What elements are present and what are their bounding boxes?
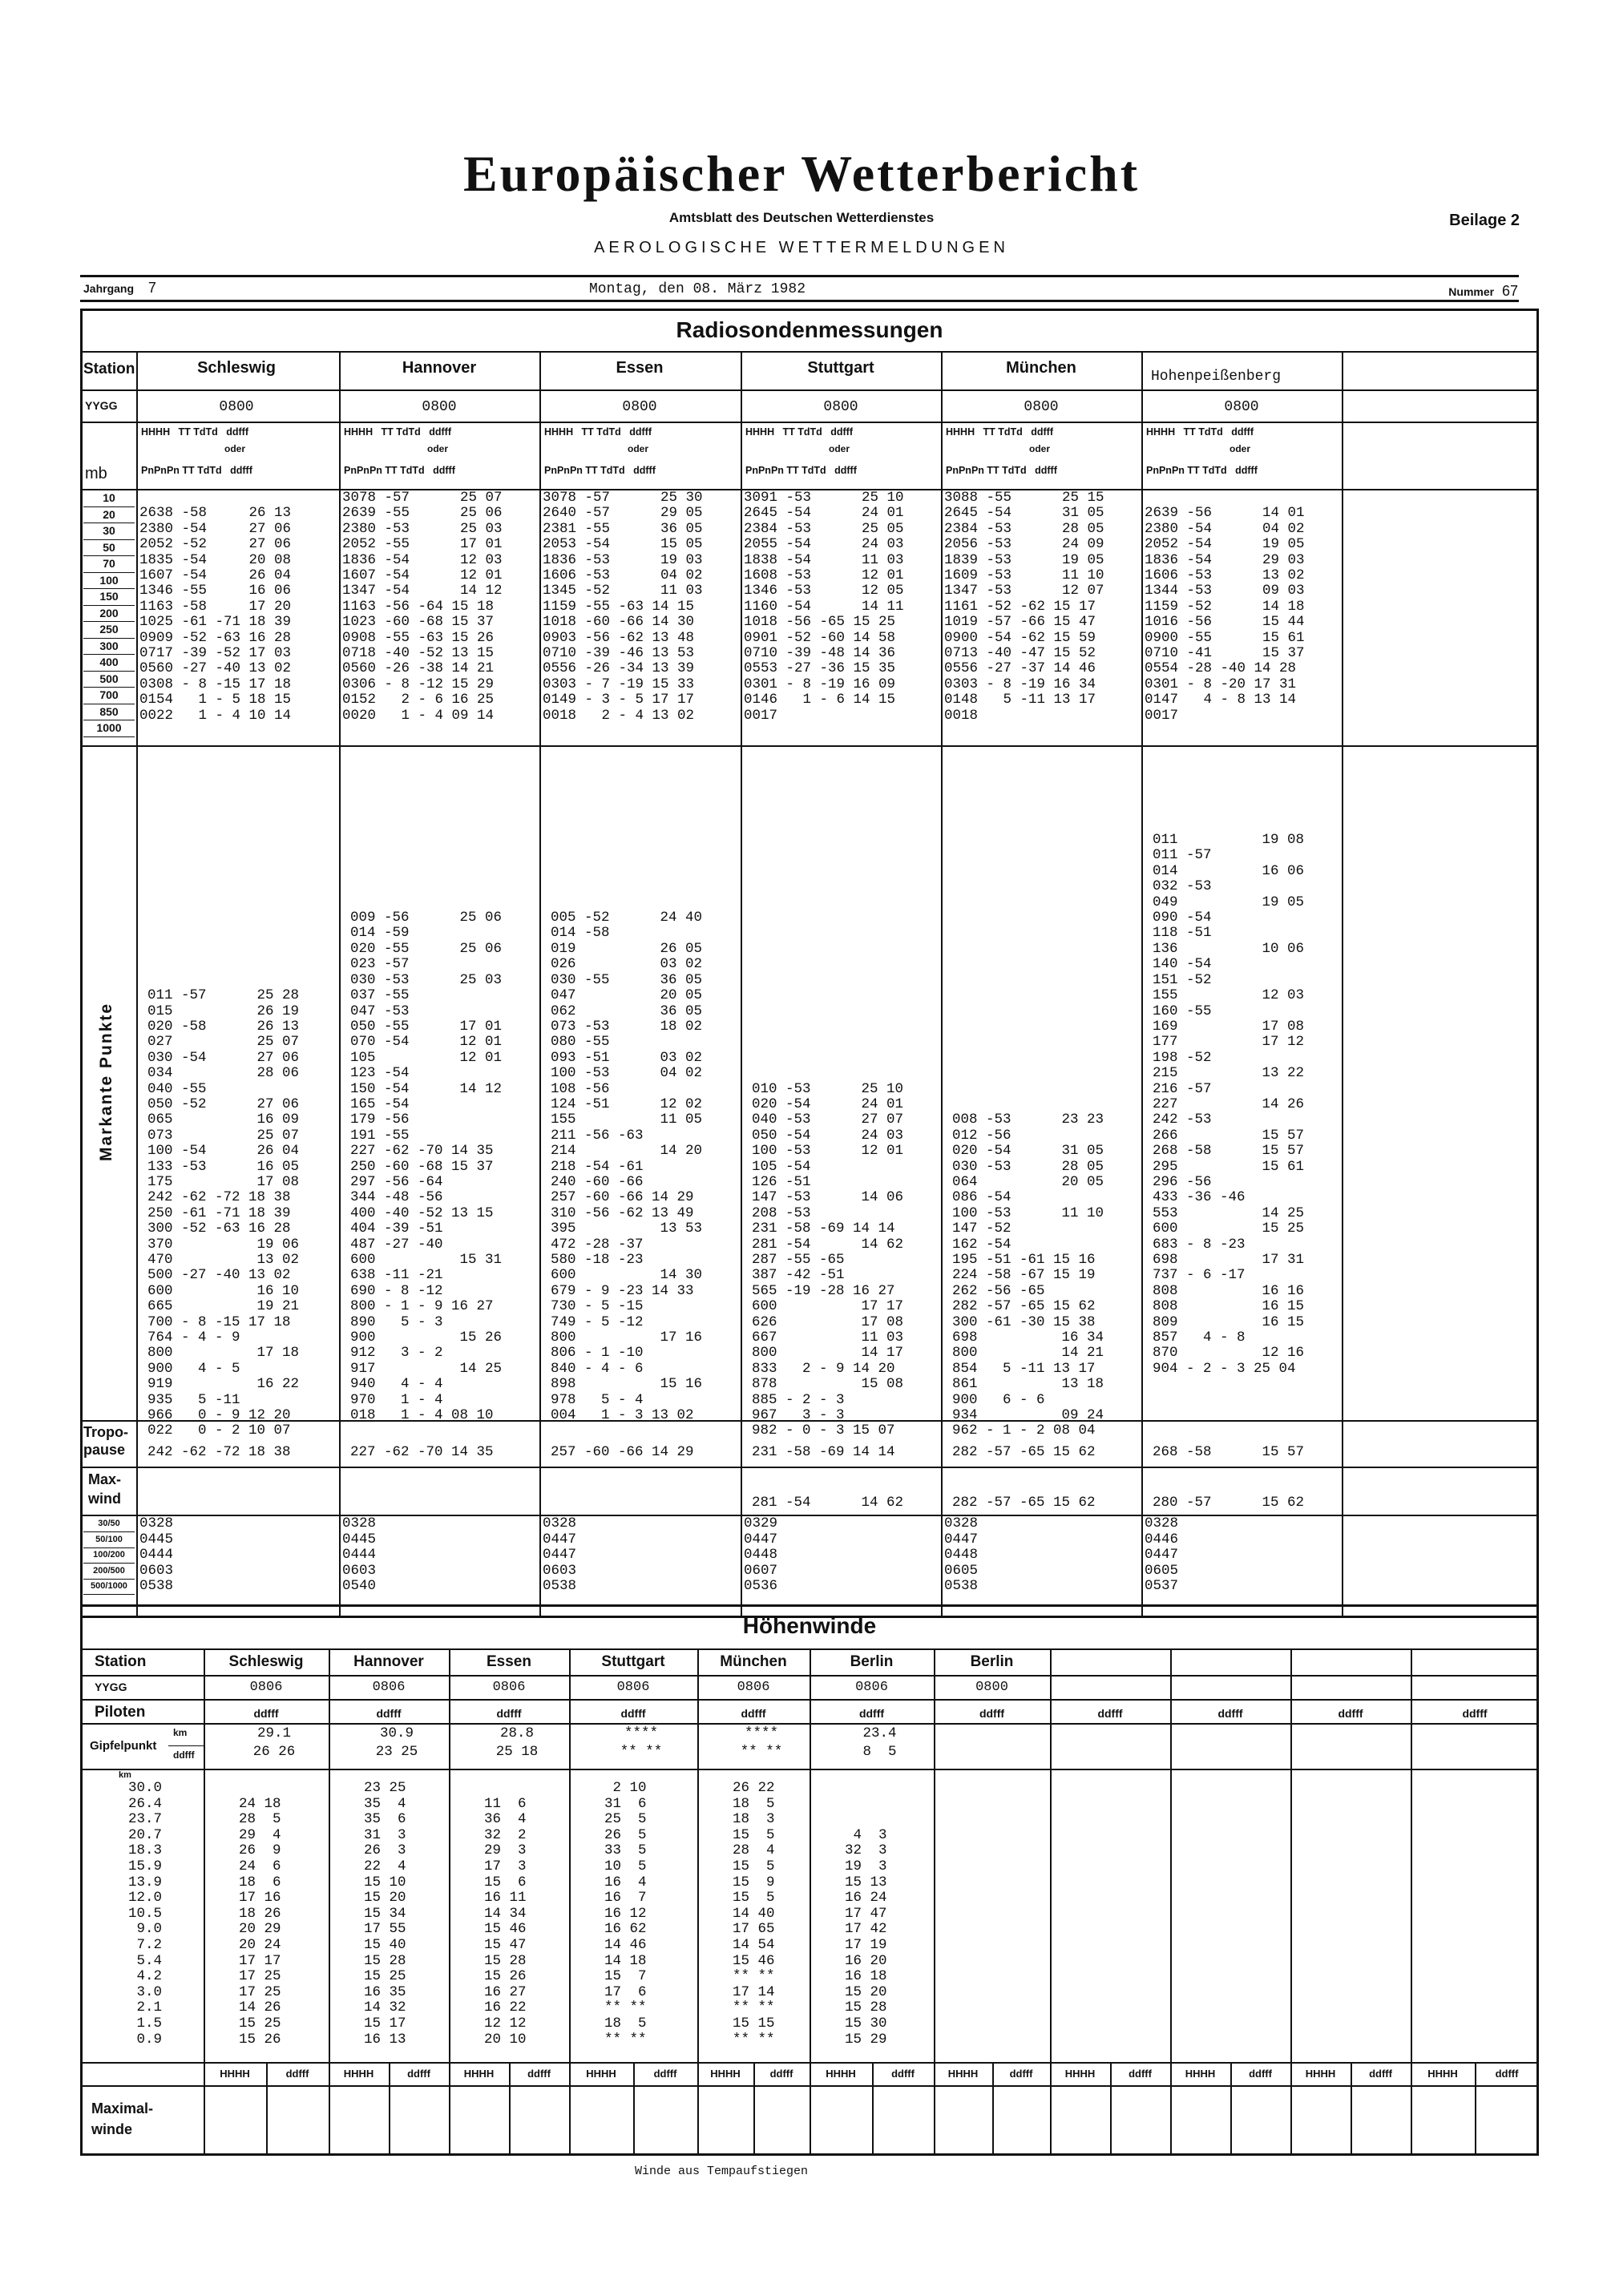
pressure-level: 500 — [83, 672, 135, 688]
piloten-ddfff: ddfff — [741, 1707, 766, 1720]
marked-points: 010 -53 25 10 020 -54 24 01 040 -53 27 07 050 -54 24 03 100 -53 12 01 105 -54 126 -51 147 -53 14 06 208 -53 231 -58 -69 14 14 281 -54 14 62 287 -55 -65 387 -42 -51 565 -19 -28 16 27 600 17 17 626 17 08 667 11 03 800 14 17 833 2 - 9 14 20 878 15 08 885 - 2 - 3 967 3 - 3 982 - 0 - 3 15 07 — [752, 1080, 904, 1439]
maxwind-head-ddfff: ddfff — [1249, 2068, 1272, 2080]
piloten-ddfff: ddfff — [253, 1707, 279, 1720]
wind-values: 26 22 18 5 18 3 15 5 28 4 15 5 15 9 15 5 14 40 17 65 14 54 15 46 ** ** 17 14 ** ** 15 15 ** ** — [733, 1780, 775, 2048]
col-divider-2 — [539, 351, 541, 1618]
winds-yygg-label: YYGG — [95, 1681, 127, 1693]
station-yygg: 0800 — [823, 399, 858, 415]
station-yygg: 0800 — [1024, 399, 1059, 415]
nummer-value: 67 — [1501, 283, 1518, 299]
col-divider-4 — [941, 351, 943, 1618]
tropopause-value: 282 -57 -65 15 62 — [952, 1444, 1096, 1460]
gipfel-km: 29.1 — [256, 1725, 291, 1741]
winds-station-label: Station — [95, 1653, 147, 1670]
gipfel-km-label: km — [173, 1727, 188, 1738]
tropopause-value: 257 -60 -66 14 29 — [551, 1444, 694, 1460]
winds-col-divider — [697, 1648, 699, 2156]
col-header-top: HHHH TT TdTd ddfff — [344, 426, 451, 438]
thickness-level: 100/200 — [83, 1548, 135, 1564]
gipfel-ddfff: ** ** — [740, 1744, 783, 1760]
gipfel-label: Gipfelpunkt — [90, 1739, 157, 1753]
wind-station-name: Berlin — [850, 1653, 894, 1670]
pressure-level: 70 — [83, 556, 135, 573]
col-header-bot: PnPnPn TT TdTd ddfff — [344, 465, 455, 476]
piloten-ddfff: ddfff — [1338, 1707, 1363, 1720]
thickness-values: 0328 0447 0447 0603 0538 — [543, 1515, 577, 1594]
col-divider-1 — [339, 351, 341, 1618]
pressure-level: 400 — [83, 655, 135, 672]
wind-station-yygg: 0806 — [372, 1680, 406, 1695]
station-yygg: 0800 — [622, 399, 657, 415]
marked-points: 008 -53 23 23 012 -56 020 -54 31 05 030 -53 28 05 064 20 05 086 -54 100 -53 11 10 147 -52 162 -54 195 -51 -61 15 16 224 -58 -67 15 19 262 -56 -65 282 -57 -65 15 62 300 -61 -30 15 38 698 16 34 800 14 21 854 5 -11 13 17 861 13 18 900 6 - 6 934 09 24 962 - 1 - 2 08 04 — [952, 1112, 1104, 1439]
maxwind-head-hhhh: HHHH — [1305, 2068, 1336, 2080]
winds-col-divider — [449, 1648, 450, 2156]
maxwind-head-hhhh: HHHH — [463, 2068, 495, 2080]
station-name: München — [1006, 359, 1076, 377]
thickness-level: 50/100 — [83, 1533, 135, 1548]
wind-values: 23 25 35 4 35 6 31 3 26 3 22 4 15 10 15 20 15 34 17 55 15 40 15 28 15 25 16 35 14 32 15 17 16 13 — [364, 1780, 406, 2048]
standard-levels: 2638 -58 26 13 2380 -54 27 06 2052 -52 27 06 1835 -54 20 08 1607 -54 26 04 1346 -55 16 06 1163 -58 17 20 1025 -61 -71 18 39 0909 -52 -63 16 28 0717 -39 -52 17 03 0560 -27 -40 13 02 0308 - 8 -15 17 18 0154 1 - 5 18 15 0022 1 - 4 10 14 — [139, 505, 292, 724]
publisher-subtitle: Amtsblatt des Deutschen Wetterdienstes — [668, 210, 935, 225]
standard-levels: 2639 -56 14 01 2380 -54 04 02 2052 -54 19 05 1836 -54 29 03 1606 -53 13 02 1344 -53 09 03 1159 -52 14 18 1016 -56 15 44 0900 -55 15 61 0710 -41 15 37 0554 -28 -40 14 28 0301 - 8 -20 17 31 0147 4 - 8 13 14 0017 — [1145, 505, 1305, 724]
pressure-level: 50 — [83, 540, 135, 557]
thickness-level: 30/50 — [83, 1517, 135, 1532]
maxwind-head-hhhh: HHHH — [826, 2068, 856, 2080]
marked-points-label: Markante Punkte — [97, 1002, 115, 1162]
tropopause-value: 268 -58 15 57 — [1153, 1444, 1305, 1460]
maxwind-head-ddfff: ddfff — [653, 2068, 677, 2080]
maxwind-head-hhhh: HHHH — [947, 2068, 979, 2080]
gipfel-ddfff: 26 26 — [252, 1744, 296, 1760]
section-title: AEROLOGISCHE WETTERMELDUNGEN — [594, 239, 1009, 256]
col-header-bot: PnPnPn TT TdTd ddfff — [1146, 465, 1258, 476]
winds-col-divider — [1050, 1648, 1052, 2156]
pressure-level: 10 — [83, 490, 135, 507]
winds-col-divider — [329, 1648, 330, 2156]
wind-station-name: Stuttgart — [601, 1653, 665, 1670]
col-header-bot: PnPnPn TT TdTd ddfff — [544, 465, 656, 476]
station-name: Essen — [616, 359, 664, 377]
maxwind-head-hhhh: HHHH — [586, 2068, 616, 2080]
gipfel-ddfff: 8 5 — [862, 1744, 897, 1760]
col-header-top: HHHH TT TdTd ddfff — [544, 426, 652, 438]
maxwind-value: 281 -54 14 62 — [752, 1495, 904, 1511]
pressure-level: 250 — [83, 622, 135, 639]
pressure-level: 20 — [83, 507, 135, 524]
winds-col-divider — [810, 1648, 811, 2156]
gipfel-split-rule — [168, 1745, 204, 1746]
wind-values: 11 6 36 4 32 2 29 3 17 3 15 6 16 11 14 34 15 46 15 47 15 28 15 26 16 27 16 22 12 12 20 10 — [484, 1795, 527, 2048]
marked-points: 005 -52 24 40 014 -58 019 26 05 026 03 02 030 -55 36 05 047 20 05 062 36 05 073 -53 18 02 080 -55 093 -51 03 02 100 -53 04 02 108 -56 124 -51 12 02 155 11 05 211 -56 -63 214 14 20 218 -54 -61 240 -60 -66 257 -60 -66 14 29 310 -56 -62 13 49 395 13 53 472 -28 -37 580 -18 -23 600 14 30 679 - 9 -23 14 33 730 - 5 -15 749 - 5 -12 800 17 16 806 - 1 -10 840 - 4 - 6 898 15 16 978 5 - 4 004 1 - 3 13 02 — [551, 910, 703, 1424]
col-header-mid: oder — [427, 443, 449, 454]
col-header-mid: oder — [1029, 443, 1051, 454]
pressure-level: 200 — [83, 606, 135, 623]
tropopause-value: 242 -62 -72 18 38 — [147, 1444, 291, 1460]
wind-station-name: Schleswig — [228, 1653, 304, 1670]
winds-piloten-label: Piloten — [95, 1704, 146, 1721]
piloten-ddfff: ddfff — [496, 1707, 522, 1720]
thickness-values: 0328 0446 0447 0605 0537 — [1145, 1515, 1179, 1594]
maxwind-head-ddfff: ddfff — [407, 2068, 430, 2080]
gipfel-km: 30.9 — [379, 1725, 414, 1741]
col-header-bot: PnPnPn TT TdTd ddfff — [141, 465, 252, 476]
col-divider-0 — [136, 351, 138, 1618]
title-rule — [80, 351, 1539, 353]
standard-levels: 3078 -57 25 07 2639 -55 25 06 2380 -53 25 03 2052 -55 17 01 1836 -54 12 03 1607 -54 12 01 1347 -54 14 12 1163 -56 -64 15 18 1023 -60 -68 15 37 0908 -55 -63 15 26 0718 -40 -52 13 15 0560 -26 -38 14 21 0306 - 8 -12 15 29 0152 2 - 6 16 25 0020 1 - 4 09 14 — [342, 490, 503, 724]
pressure-level: 100 — [83, 573, 135, 590]
piloten-ddfff: ddfff — [1462, 1707, 1488, 1720]
wind-values: 24 18 28 5 29 4 26 9 24 6 18 6 17 16 18 26 20 29 20 24 17 17 17 25 17 25 14 26 15 25 15 26 — [239, 1795, 281, 2048]
maxwind-head-ddfff: ddfff — [1129, 2068, 1152, 2080]
maxwind-head-ddfff: ddfff — [527, 2068, 551, 2080]
station-label: Station — [83, 361, 135, 377]
wind-station-yygg: 0806 — [737, 1680, 770, 1695]
yygg-label: YYGG — [85, 399, 118, 412]
standard-levels: 3091 -53 25 10 2645 -54 24 01 2384 -53 25 05 2055 -54 24 03 1838 -54 11 03 1608 -53 12 01 1346 -53 12 05 1160 -54 14 11 1018 -56 -65 15 25 0901 -52 -60 14 58 0710 -39 -48 14 36 0553 -27 -36 15 35 0301 - 8 -19 16 09 0146 1 - 6 14 15 0017 — [744, 490, 904, 724]
maxwind-row-rule — [80, 1515, 1539, 1516]
station-name: Stuttgart — [807, 359, 874, 377]
wind-station-yygg: 0800 — [975, 1680, 1008, 1695]
maxwind-head-ddfff: ddfff — [1009, 2068, 1033, 2080]
tropo-row-rule — [80, 1467, 1539, 1468]
jahrgang-label: Jahrgang — [83, 282, 135, 295]
nummer — [1448, 283, 1518, 300]
thickness-values: 0328 0445 0444 0603 0538 — [139, 1515, 174, 1594]
winds-col-divider — [1290, 1648, 1292, 2156]
tropopause-value: 227 -62 -70 14 35 — [350, 1444, 494, 1460]
pressure-level: 30 — [83, 523, 135, 540]
thickness-level: 200/500 — [83, 1564, 135, 1580]
standard-levels: 3078 -57 25 30 2640 -57 29 05 2381 -55 36 05 2053 -54 15 05 1836 -53 19 03 1606 -53 04 02 1345 -52 11 03 1159 -55 -63 14 15 1018 -60 -66 14 30 0903 -56 -62 13 48 0710 -39 -46 13 53 0556 -26 -34 13 39 0303 - 7 -19 15 33 0149 - 3 - 5 17 17 0018 2 - 4 13 02 — [543, 490, 703, 724]
pressure-level: 1000 — [83, 720, 135, 737]
wind-station-yygg: 0806 — [249, 1680, 283, 1695]
header-rule-bottom — [80, 300, 1519, 302]
gipfel-km: **** — [744, 1725, 778, 1741]
pressure-level: 850 — [83, 704, 135, 721]
km-levels: 30.0 26.4 23.7 20.7 18.3 15.9 13.9 12.0 10.5 9.0 7.2 5.4 4.2 3.0 2.1 1.5 0.9 — [128, 1780, 163, 2048]
wind-station-name: Hannover — [353, 1653, 424, 1670]
station-row-rule — [80, 389, 1539, 391]
station-yygg: 0800 — [422, 399, 457, 415]
gipfel-ddfff: 25 18 — [495, 1744, 539, 1760]
piloten-ddfff: ddfff — [979, 1707, 1005, 1720]
issue-date: Montag, den 08. März 1982 — [588, 281, 806, 297]
thickness-values: 0328 0445 0444 0603 0540 — [342, 1515, 377, 1594]
wind-values: 4 3 32 3 19 3 15 13 16 24 17 47 17 42 17 19 16 20 16 18 15 20 15 28 15 30 15 29 — [845, 1826, 887, 2048]
wind-station-name: Essen — [487, 1653, 531, 1670]
tropopause-value: 231 -58 -69 14 14 — [752, 1444, 895, 1460]
gipfel-ddfff-label: ddfff — [173, 1749, 195, 1761]
jahrgang-value: 7 — [147, 280, 156, 296]
col-header-top: HHHH TT TdTd ddfff — [1146, 426, 1254, 438]
gipfel-km: 28.8 — [499, 1725, 534, 1741]
maxwind-head-hhhh: HHHH — [220, 2068, 250, 2080]
gipfel-ddfff: 23 25 — [375, 1744, 418, 1760]
km-column-label: km — [119, 1770, 131, 1780]
pressure-level: 700 — [83, 688, 135, 704]
station-name: Schleswig — [197, 359, 276, 377]
wind-station-yygg: 0806 — [616, 1680, 650, 1695]
maxwind-value: 280 -57 15 62 — [1153, 1495, 1305, 1511]
thickness-values: 0329 0447 0448 0607 0536 — [744, 1515, 778, 1594]
winds-title: Höhenwinde — [742, 1613, 877, 1638]
gipfel-km: 23.4 — [862, 1725, 897, 1741]
maxwind-head-hhhh: HHHH — [1064, 2068, 1096, 2080]
col-divider-6 — [1342, 351, 1343, 1618]
maxwind-head-hhhh: HHHH — [710, 2068, 741, 2080]
maxwind-head-ddfff: ddfff — [769, 2068, 793, 2080]
col-divider-5 — [1141, 351, 1143, 1618]
piloten-ddfff: ddfff — [376, 1707, 402, 1720]
footer-note: Winde aus Tempaufstiegen — [634, 2165, 809, 2178]
maxwind-value: 282 -57 -65 15 62 — [952, 1495, 1096, 1511]
winds-col-divider — [204, 1648, 205, 2156]
wind-station-yygg: 0806 — [855, 1680, 888, 1695]
piloten-ddfff: ddfff — [620, 1707, 646, 1720]
wind-station-name: Berlin — [970, 1653, 1014, 1670]
wind-station-yygg: 0806 — [492, 1680, 526, 1695]
col-header-bot: PnPnPn TT TdTd ddfff — [745, 465, 857, 476]
gipfel-ddfff: ** ** — [620, 1744, 663, 1760]
piloten-ddfff: ddfff — [1097, 1707, 1123, 1720]
standard-levels: 3088 -55 25 15 2645 -54 31 05 2384 -53 28 05 2056 -53 24 09 1839 -53 19 05 1609 -53 11 10 1347 -53 12 07 1161 -52 -62 15 17 1019 -57 -66 15 47 0900 -54 -62 15 59 0713 -40 -47 15 52 0556 -27 -37 14 46 0303 - 8 -19 16 34 0148 5 -11 13 17 0018 — [944, 490, 1104, 724]
col-header-top: HHHH TT TdTd ddfff — [141, 426, 248, 438]
maxwind-head-hhhh: HHHH — [1427, 2068, 1458, 2080]
col-header-mid: oder — [224, 443, 246, 454]
col-divider-3 — [741, 351, 742, 1618]
piloten-ddfff: ddfff — [1217, 1707, 1243, 1720]
marked-points: 009 -56 25 06 014 -59 020 -55 25 06 023 -57 030 -53 25 03 037 -55 047 -53 050 -55 17 01 070 -54 12 01 105 12 01 123 -54 150 -54 14 12 165 -54 179 -56 191 -55 227 -62 -70 14 35 250 -60 -68 15 37 297 -56 -64 344 -48 -56 400 -40 -52 13 15 404 -39 -51 487 -27 -40 600 15 31 638 -11 -21 690 - 8 -12 800 - 1 - 9 16 27 890 5 - 3 900 15 26 912 3 - 2 917 14 25 940 4 - 4 970 1 - 4 018 1 - 4 08 10 — [350, 910, 503, 1424]
marked-points: 011 19 08 011 -57 014 16 06 032 -53 049 19 05 090 -54 118 -51 136 10 06 140 -54 151 -52 155 12 03 160 -55 169 17 08 177 17 12 198 -52 215 13 22 216 -57 227 14 26 242 -53 266 15 57 268 -58 15 57 295 15 61 296 -56 433 -36 -46 553 14 25 600 15 25 683 - 8 -23 698 17 31 737 - 6 -17 808 16 16 808 16 15 809 16 15 857 4 - 8 870 12 16 904 - 2 - 3 25 04 — [1153, 832, 1305, 1377]
station-yygg: 0800 — [1224, 399, 1259, 415]
std-section-rule — [80, 745, 1539, 747]
pressure-level: 300 — [83, 639, 135, 656]
pressure-level: 150 — [83, 589, 135, 606]
station-name: Hannover — [402, 359, 477, 377]
piloten-ddfff: ddfff — [858, 1707, 885, 1720]
maximal-winde-label: Maximal- winde — [91, 2100, 154, 2137]
marked-points: 011 -57 25 28 015 26 19 020 -58 26 13 027 25 07 030 -54 27 06 034 28 06 040 -55 050 -52 27 06 065 16 09 073 25 07 100 -54 26 04 133 -53 16 05 175 17 08 242 -62 -72 18 38 250 -61 -71 18 39 300 -52 -63 16 28 370 19 06 470 13 02 500 -27 -40 13 02 600 16 10 665 19 21 700 - 8 -15 17 18 764 - 4 - 9 800 17 18 900 4 - 5 919 16 22 935 5 -11 966 0 - 9 12 20 022 0 - 2 10 07 — [147, 987, 300, 1439]
wind-station-name: München — [720, 1653, 787, 1670]
col-header-mid: oder — [829, 443, 850, 454]
station-yygg: 0800 — [219, 399, 254, 415]
col-header-mid: oder — [1230, 443, 1251, 454]
nummer-label: Nummer — [1448, 285, 1495, 298]
winds-col-divider — [569, 1648, 571, 2156]
yygg-row-rule — [80, 422, 1539, 423]
col-header-bot: PnPnPn TT TdTd ddfff — [946, 465, 1057, 476]
col-header-top: HHHH TT TdTd ddfff — [745, 426, 853, 438]
winds-col-divider — [1411, 1648, 1412, 2156]
maxwind-head-hhhh: HHHH — [343, 2068, 374, 2080]
col-header-mid: oder — [628, 443, 649, 454]
tropopause-label: Tropo- pause — [83, 1424, 128, 1458]
maxwind-head-ddfff: ddfff — [285, 2068, 309, 2080]
beilage-label: Beilage 2 — [1449, 212, 1520, 229]
winds-col-divider — [1170, 1648, 1172, 2156]
winds-left-divider — [80, 2085, 204, 2087]
col-header-top: HHHH TT TdTd ddfff — [946, 426, 1053, 438]
maxwind-head-hhhh: HHHH — [1185, 2068, 1216, 2080]
thickness-level: 500/1000 — [83, 1580, 135, 1595]
maxwind-label: Max- wind — [88, 1471, 122, 1507]
maxwind-head-ddfff: ddfff — [1495, 2068, 1519, 2080]
header-rule-top — [80, 275, 1519, 277]
mb-label: mb — [85, 465, 107, 482]
thickness-values: 0328 0447 0448 0605 0538 — [944, 1515, 979, 1594]
wind-values: 2 10 31 6 25 5 26 5 33 5 10 5 16 4 16 7 16 12 16 62 14 46 14 18 15 7 17 6 ** ** 18 5 ** ** — [604, 1780, 647, 2048]
radiosonde-title: Radiosondenmessungen — [676, 317, 943, 342]
maxwind-head-ddfff: ddfff — [1369, 2068, 1392, 2080]
gipfel-km: **** — [624, 1725, 658, 1741]
maxwind-head-ddfff: ddfff — [891, 2068, 915, 2080]
page-title: Europäischer Wetterbericht — [462, 145, 1141, 202]
station-name: Hohenpeißenberg — [1151, 369, 1282, 385]
winds-col-divider — [934, 1648, 935, 2156]
